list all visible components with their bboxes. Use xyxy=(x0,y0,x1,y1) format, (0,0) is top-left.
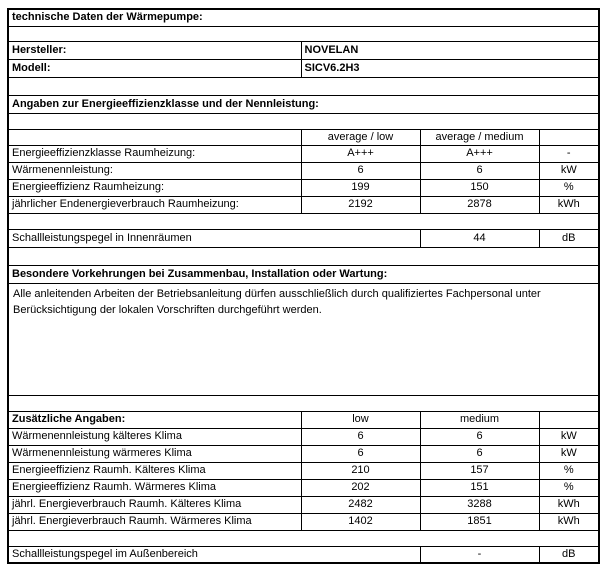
precautions-section-header: Besondere Vorkehrungen bei Zusammenbau, Installation oder Wartung: xyxy=(8,265,599,283)
page-title: technische Daten der Wärmepumpe: xyxy=(8,9,599,26)
model-label: Modell: xyxy=(8,59,301,77)
value-low: 210 xyxy=(301,462,420,479)
table-row xyxy=(8,428,599,445)
value-low: 202 xyxy=(301,479,420,496)
value-medium: 157 xyxy=(420,462,539,479)
row-label: Energieeffizienz Raumh. Kälteres Klima xyxy=(8,462,301,479)
unit-cell: % xyxy=(539,479,599,496)
table-row xyxy=(8,41,599,59)
table-row xyxy=(8,145,599,162)
row-label: Wärmenennleistung wärmeres Klima xyxy=(8,445,301,462)
table-row xyxy=(8,9,599,26)
value-low: 6 xyxy=(301,445,420,462)
spacer-row xyxy=(8,113,599,129)
row-label: Energieeffizienzklasse Raumheizung: xyxy=(8,145,301,162)
sound-indoor-row xyxy=(8,229,599,247)
sound-indoor-value: 44 xyxy=(420,229,539,247)
value-low: 2192 xyxy=(301,196,420,213)
manufacturer-value: NOVELAN xyxy=(301,41,599,59)
spacer-row xyxy=(8,26,599,41)
spacer xyxy=(8,113,599,129)
unit-cell: kW xyxy=(539,162,599,179)
value-low: 199 xyxy=(301,179,420,196)
empty-cell xyxy=(539,411,599,428)
spacer-row xyxy=(8,530,599,546)
value-low: 2482 xyxy=(301,496,420,513)
row-label: Schallleistungspegel im Außenbereich xyxy=(8,546,420,563)
value-medium: 151 xyxy=(420,479,539,496)
value-medium: 6 xyxy=(420,428,539,445)
empty-cell xyxy=(8,129,301,145)
value-low: A+++ xyxy=(301,145,420,162)
value-medium: 2878 xyxy=(420,196,539,213)
value-medium: 3288 xyxy=(420,496,539,513)
row-label: jährlicher Endenergieverbrauch Raumheizung: xyxy=(8,196,301,213)
value-medium: 150 xyxy=(420,179,539,196)
column-header-row xyxy=(8,411,599,428)
spacer-row xyxy=(8,77,599,95)
spacer xyxy=(8,247,599,265)
spacer xyxy=(8,530,599,546)
column-header-row xyxy=(8,129,599,145)
unit-cell: dB xyxy=(539,546,599,563)
unit-cell: % xyxy=(539,179,599,196)
col-header-low: low xyxy=(301,411,420,428)
value-medium: 1851 xyxy=(420,513,539,530)
heat-pump-datasheet-table xyxy=(7,8,600,564)
table-row xyxy=(8,179,599,196)
row-label: Schallleistungspegel in Innenräumen xyxy=(8,229,420,247)
row-label: jährl. Energieverbrauch Raumh. Kälteres Klima xyxy=(8,496,301,513)
empty-cell xyxy=(539,129,599,145)
unit-cell: kW xyxy=(539,445,599,462)
table-row xyxy=(8,479,599,496)
unit-cell: % xyxy=(539,462,599,479)
spacer xyxy=(8,395,599,411)
spacer-row xyxy=(8,247,599,265)
unit-cell: kWh xyxy=(539,496,599,513)
table-row xyxy=(8,196,599,213)
col-header-average-medium: average / medium xyxy=(420,129,539,145)
unit-cell: kWh xyxy=(539,196,599,213)
col-header-average-low: average / low xyxy=(301,129,420,145)
row-label: Energieeffizienz Raumh. Wärmeres Klima xyxy=(8,479,301,496)
precautions-text: Alle anleitenden Arbeiten der Betriebsanleitung dürfen ausschließlich durch qualifiziertes Fachpersonal unter Berücksichtigung der lokalen Vorschriften durchgeführt werden. xyxy=(8,283,599,395)
table-row xyxy=(8,162,599,179)
spacer-row xyxy=(8,395,599,411)
col-header-medium: medium xyxy=(420,411,539,428)
row-label: Energieeffizienz Raumheizung: xyxy=(8,179,301,196)
sound-outdoor-row xyxy=(8,546,599,563)
additional-section-header: Zusätzliche Angaben: xyxy=(8,411,301,428)
table-row xyxy=(8,445,599,462)
value-low: 1402 xyxy=(301,513,420,530)
value-medium: 6 xyxy=(420,162,539,179)
value-low: 6 xyxy=(301,428,420,445)
manufacturer-label: Hersteller: xyxy=(8,41,301,59)
spacer xyxy=(8,213,599,229)
sound-outdoor-value: - xyxy=(420,546,539,563)
unit-cell: - xyxy=(539,145,599,162)
unit-cell: kWh xyxy=(539,513,599,530)
row-label: Wärmenennleistung kälteres Klima xyxy=(8,428,301,445)
table-row xyxy=(8,265,599,283)
table-row xyxy=(8,513,599,530)
row-label: jährl. Energieverbrauch Raumh. Wärmeres Klima xyxy=(8,513,301,530)
energy-section-header: Angaben zur Energieeffizienzklasse und der Nennleistung: xyxy=(8,95,599,113)
row-label: Wärmenennleistung: xyxy=(8,162,301,179)
precautions-text-row xyxy=(8,283,599,395)
table-row xyxy=(8,59,599,77)
value-medium: A+++ xyxy=(420,145,539,162)
spacer xyxy=(8,26,599,41)
value-medium: 6 xyxy=(420,445,539,462)
unit-cell: kW xyxy=(539,428,599,445)
table-row xyxy=(8,496,599,513)
value-low: 6 xyxy=(301,162,420,179)
spacer xyxy=(8,77,599,95)
table-row xyxy=(8,462,599,479)
unit-cell: dB xyxy=(539,229,599,247)
model-value: SICV6.2H3 xyxy=(301,59,599,77)
spacer-row xyxy=(8,213,599,229)
table-row xyxy=(8,95,599,113)
